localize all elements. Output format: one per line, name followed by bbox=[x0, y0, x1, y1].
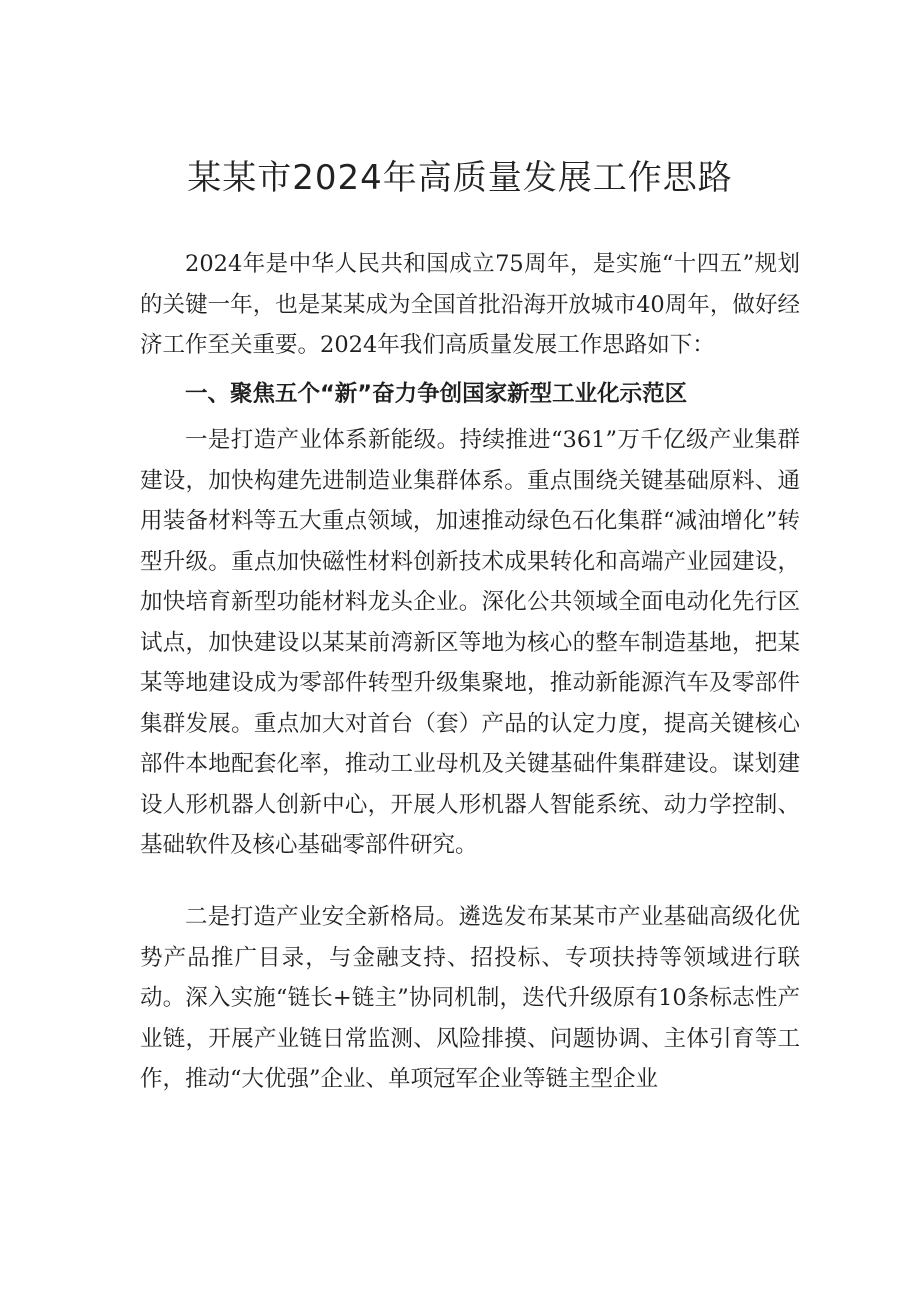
body-paragraph-1: 一是打造产业体系新能级。持续推进“361”万千亿级产业集群建设，加快构建先进制造业集群体系。重点围绕关键基础原料、通用装备材料等五大重点领域，加速推动绿色石化集群“减油增化”转型升级。重点加快磁性材料创新技术成果转化和高端产业园建设，加快培育新型功能材料龙头企业。深化公共领域全面电动化先行区试点，加快建设以某某前湾新区等地为核心的整车制造基地，把某某等地建设成为零部件转型升级集聚地，推动新能源汽车及零部件集群发展。重点加大对首台（套）产品的认定力度，提高关键核心部件本地配套化率，推动工业母机及关键基础件集群建设。谋划建设人形机器人创新中心，开展人形机器人智能系统、动力学控制、基础软件及核心基础零部件研究。 bbox=[140, 427, 800, 858]
body-paragraph-2: 二是打造产业安全新格局。遴选发布某某市产业基础高级化优势产品推广目录，与金融支持、招投标、专项扶持等领域进行联动。深入实施“链长+链主”协同机制，迭代升级原有10条标志性产业链，开展产业链日常监测、风险排摸、问题协调、主体引育等工作，推动“大优强”企业、单项冠军企业等链主型企业 bbox=[140, 904, 800, 1092]
section-heading: 一、聚焦五个“新”奋力争创国家新型工业化示范区 bbox=[185, 381, 688, 407]
intro-paragraph: 2024年是中华人民共和国成立75周年，是实施“十四五”规划的关键一年，也是某某成为全国首批沿海开放城市40周年，做好经济工作至关重要。2024年我们高质量发展工作思路如下： bbox=[140, 251, 800, 358]
document-title: 某某市2024年高质量发展工作思路 bbox=[187, 158, 733, 198]
